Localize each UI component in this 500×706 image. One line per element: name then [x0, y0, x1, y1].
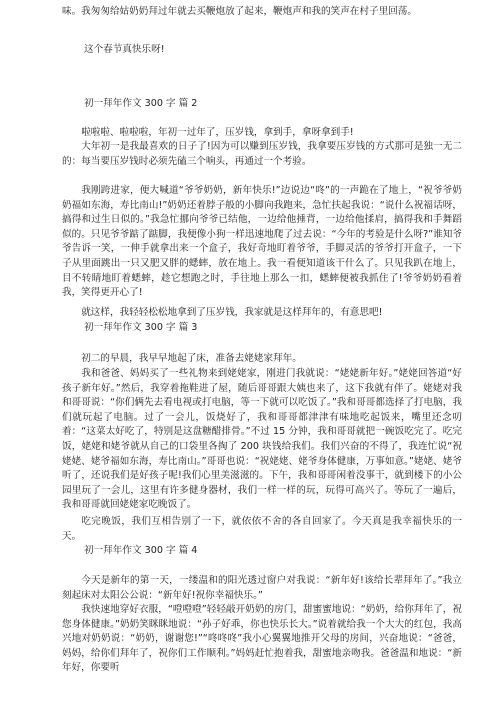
paragraph-closing: 这个春节真快乐呀! [84, 44, 165, 55]
paragraph: 大年初一是我最喜欢的日子了!因为可以赚到压岁钱，我拿要压岁钱的方式那可是独一无二的：每当要压岁钱时必须先磕三个响头，再通过一个考验。 [62, 141, 462, 167]
section-heading-3: 初一拜年作文 300 字 篇 3 [84, 322, 198, 333]
paragraph: 我和爸爸、妈妈买了一些礼物来到姥姥家，刚进门我就说：“姥姥新年好。”姥姥回答道“好孩子新年好。”然后，我穿着拖鞋进了屋，随后哥哥跟大姨也来了，这下我就有伴了。姥姥对我和哥哥说：“你们俩先去看电视或打电脑，等一下就可以吃饭了。”我和哥哥都选择了打电脑，我们就玩起了电脑。过了一会儿，饭烧好了，我和哥哥都津津有味地吃起饭来，嘴里还念叨着：“这菜太好吃了，特别是这盘糖醋排骨。”不过 15 分钟，我和哥哥就把一碗饭吃完了。吃完饭，姥姥和姥爷就从自己的口袋里各掏了 200 块钱给我们。我们兴奋的不得了，我连忙说“祝姥姥、姥爷福如东海，寿比南山。”哥哥也说：“祝姥姥、姥爷身体健康，万事如意。”姥姥、姥爷听了，还说我们是好孩子呢!我们心里美滋滋的。下午，我和哥哥闲着没事干，就到楼下的小公园里玩了一会儿，这里有许多健身器材，我们一样一样的玩，玩得可高兴了。等玩了一遍后，我和哥哥就回姥姥家吃晚饭了。 [62, 368, 462, 511]
paragraph-continuation: 味。我匆匆给姑奶奶拜过年就去买鞭炮放了起来，鞭炮声和我的笑声在村子里回荡。 [62, 6, 417, 17]
section-heading-2: 初一拜年作文 300 字 篇 2 [84, 98, 198, 109]
paragraph: 我刚跨进家，便大喊道“爷爷奶奶，新年快乐!”边说边“咚”的一声跪在了地上，“祝爷爷奶奶福如东海，寿比南山!”奶奶还着脖子般的小脚向我跑来，急忙扶起我说：“说什么祝福话呀，搞得和过生日似的。”我急忙挪向爷爷已结他，一边给他捶背，一边给他揉肩，搞得我和手舞蹈似的。只见爷爷踮了踮脚，我便像小狗一样迅速地爬了过去说：“今年的考验是什么呀?”谁知爷爷告诉一笑，一伸手就拿出来一个盒子，我好奇地盯着爷爷，手脚灵活的爷爷打开盒子，一下子从里面跳出一只又肥又胖的蟋蟀，放在地上。我一看便知道该干什么了。只见我趴在地上，目不转睛地盯着蟋蟀，趁它想跑之时，手往地上那么一扣，蟋蟀便被我抓住了!爷爷奶奶看着我，笑得更开心了! [62, 185, 462, 299]
paragraph: 今天是新年的第一天，一缕温和的阳光透过窗户对我说：“新年好!该给长辈拜年了。”我立刻起床对太阳公公说：“新年好!祝你幸福快乐。” [62, 575, 462, 601]
paragraph: 就这样，我轻轻松松地拿到了压岁钱，我家就是这样拜年的，有意思吧! [81, 307, 383, 318]
paragraph: 啦啦啦、啦啦啦，年初一过年了，压岁钱，拿到手，拿呀拿到手! [81, 127, 354, 138]
paragraph: 我快速地穿好衣服，“噔噔噔”轻轻敲开奶奶的房门，甜蜜蜜地说：“奶奶，给你拜年了，祝您身体健康。”奶奶笑眯眯地说：“孙子好乖，你也快乐长大。”说着就给我一个大大的红包，我高兴地对奶奶说：“奶奶，谢谢您!”“咚咚咚”我小心翼翼地推开父母的房间，兴奋地说：“爸爸，妈妈，给你们拜年了，祝你们工作顺利。”妈妈赶忙抱着我，甜蜜地亲吻我。爸爸温和地说：“新年好，你要听 [62, 604, 462, 674]
paragraph: 初二的早晨，我早早地起了床，准备去姥姥家拜年。 [81, 353, 302, 364]
paragraph: 吃完晚饭，我们互相告别了一下，就依依不舍的各自回家了。今天真是我幸福快乐的一天。 [62, 516, 462, 542]
section-heading-4: 初一拜年作文 300 字 篇 4 [84, 545, 198, 556]
